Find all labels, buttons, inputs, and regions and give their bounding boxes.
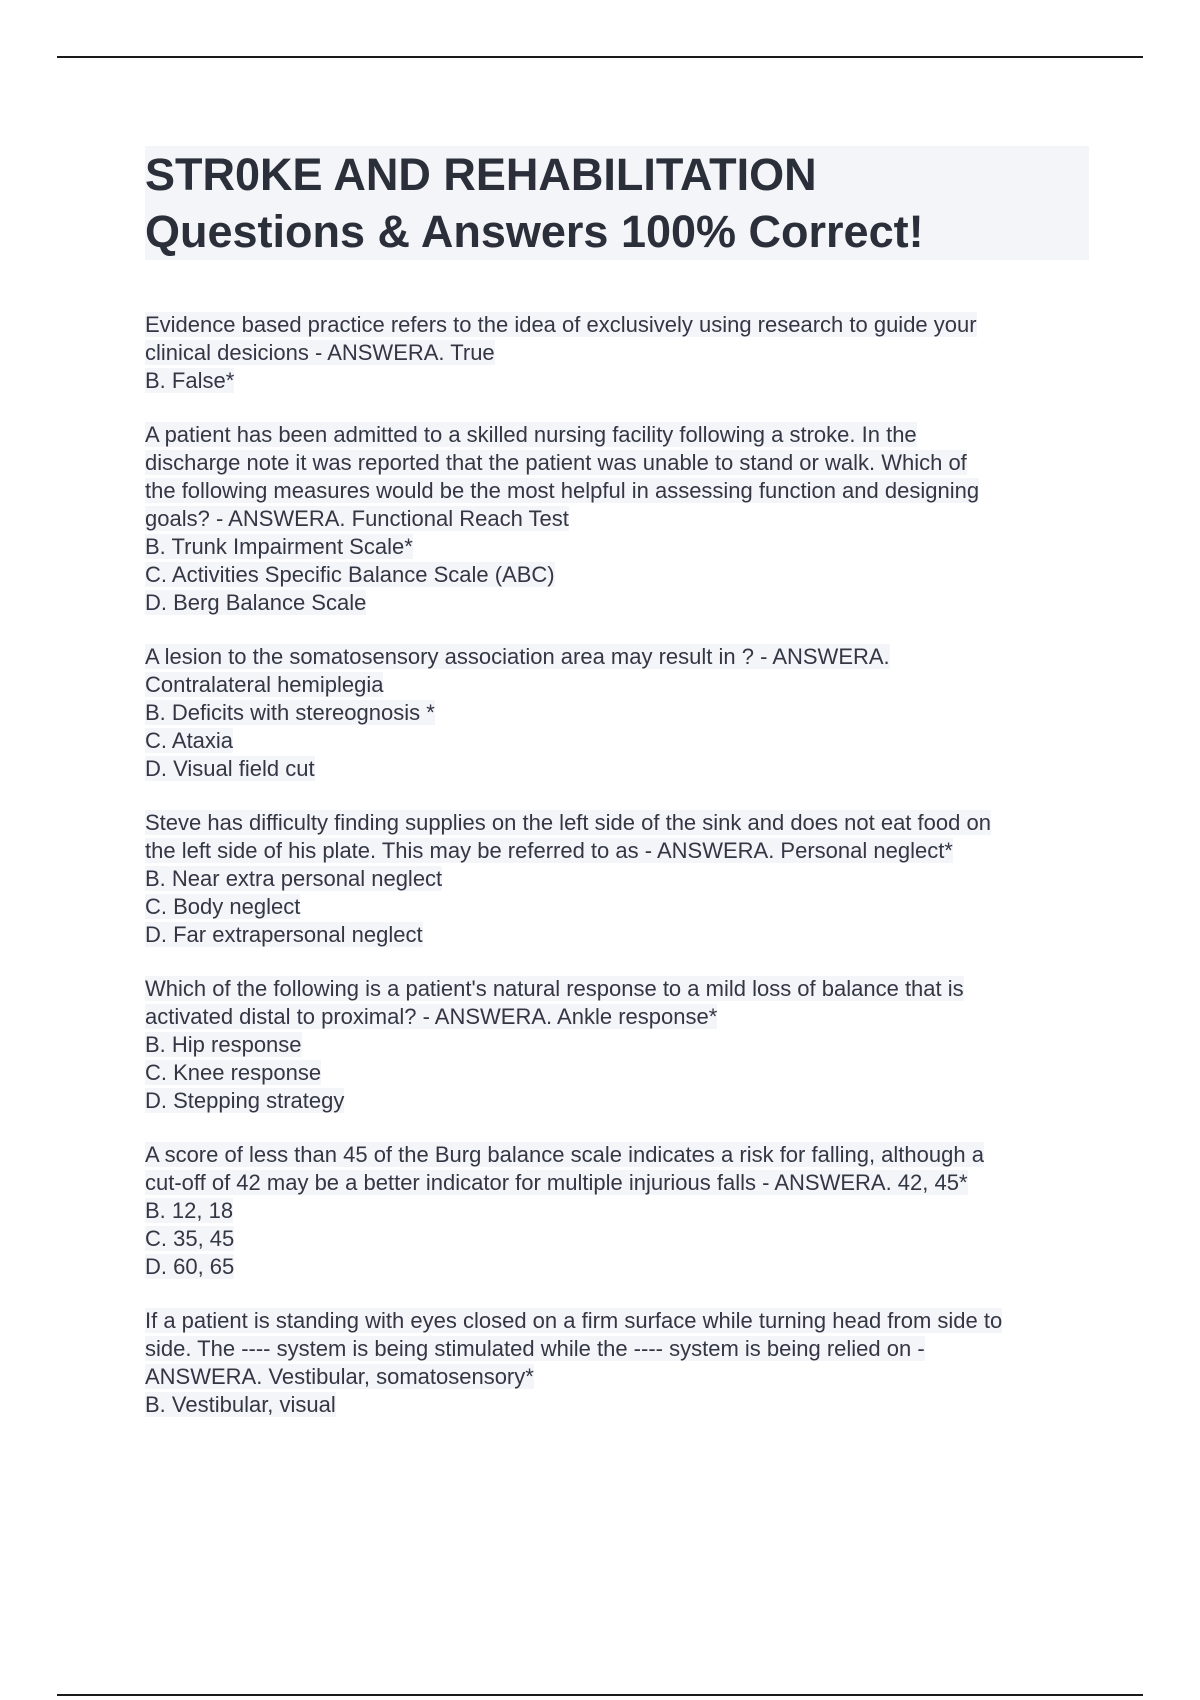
answer-option: B. Deficits with stereognosis * bbox=[145, 700, 435, 725]
title-line-1: STR0KE AND REHABILITATION bbox=[145, 149, 817, 200]
question-line: A patient has been admitted to a skilled nursing facility following a stroke. In the bbox=[145, 422, 917, 447]
question-item bbox=[145, 975, 1095, 1115]
document-title bbox=[145, 146, 1089, 260]
bottom-rule bbox=[57, 1694, 1143, 1696]
question-item bbox=[145, 809, 1095, 949]
question-list bbox=[145, 311, 1095, 1445]
answer-option: B. Near extra personal neglect bbox=[145, 866, 443, 891]
answer-option: C. Activities Specific Balance Scale (ABC) bbox=[145, 562, 555, 587]
question-item bbox=[145, 311, 1095, 395]
title-line-2: Questions & Answers 100% Correct! bbox=[145, 206, 924, 257]
question-line: side. The ---- system is being stimulated while the ---- system is being relied on - bbox=[145, 1336, 925, 1361]
question-line: clinical desicions - ANSWERA. True bbox=[145, 340, 495, 365]
question-line: Evidence based practice refers to the idea of exclusively using research to guide your bbox=[145, 312, 977, 337]
question-line: If a patient is standing with eyes closed on a firm surface while turning head from side to bbox=[145, 1308, 1003, 1333]
answer-option: B. 12, 18 bbox=[145, 1198, 234, 1223]
top-rule bbox=[57, 56, 1143, 58]
answer-option: D. Far extrapersonal neglect bbox=[145, 922, 423, 947]
question-line: cut-off of 42 may be a better indicator for multiple injurious falls - ANSWERA. 42, 45* bbox=[145, 1170, 968, 1195]
question-line: Which of the following is a patient's natural response to a mild loss of balance that is bbox=[145, 976, 964, 1001]
question-line: goals? - ANSWERA. Functional Reach Test bbox=[145, 506, 569, 531]
question-line: A score of less than 45 of the Burg balance scale indicates a risk for falling, although a bbox=[145, 1142, 984, 1167]
question-line: Contralateral hemiplegia bbox=[145, 672, 384, 697]
answer-option: D. 60, 65 bbox=[145, 1254, 235, 1279]
answer-option: B. Hip response bbox=[145, 1032, 302, 1057]
question-item bbox=[145, 643, 1095, 783]
answer-option: C. Ataxia bbox=[145, 728, 234, 753]
question-line: Steve has difficulty finding supplies on the left side of the sink and does not eat food on bbox=[145, 810, 991, 835]
answer-option: B. Trunk Impairment Scale* bbox=[145, 534, 413, 559]
question-line: the left side of his plate. This may be referred to as - ANSWERA. Personal neglect* bbox=[145, 838, 953, 863]
answer-option: B. Vestibular, visual bbox=[145, 1392, 336, 1417]
question-line: activated distal to proximal? - ANSWERA. Ankle response* bbox=[145, 1004, 718, 1029]
answer-option: C. 35, 45 bbox=[145, 1226, 235, 1251]
answer-option: D. Stepping strategy bbox=[145, 1088, 345, 1113]
question-line: the following measures would be the most helpful in assessing function and designing bbox=[145, 478, 980, 503]
question-item bbox=[145, 1307, 1095, 1419]
answer-option: D. Visual field cut bbox=[145, 756, 315, 781]
answer-option: D. Berg Balance Scale bbox=[145, 590, 367, 615]
question-line: ANSWERA. Vestibular, somatosensory* bbox=[145, 1364, 534, 1389]
answer-option: C. Body neglect bbox=[145, 894, 301, 919]
answer-option: B. False* bbox=[145, 368, 235, 393]
answer-option: C. Knee response bbox=[145, 1060, 322, 1085]
question-item bbox=[145, 421, 1095, 617]
question-item bbox=[145, 1141, 1095, 1281]
question-line: A lesion to the somatosensory association area may result in ? - ANSWERA. bbox=[145, 644, 890, 669]
question-line: discharge note it was reported that the patient was unable to stand or walk. Which of bbox=[145, 450, 967, 475]
